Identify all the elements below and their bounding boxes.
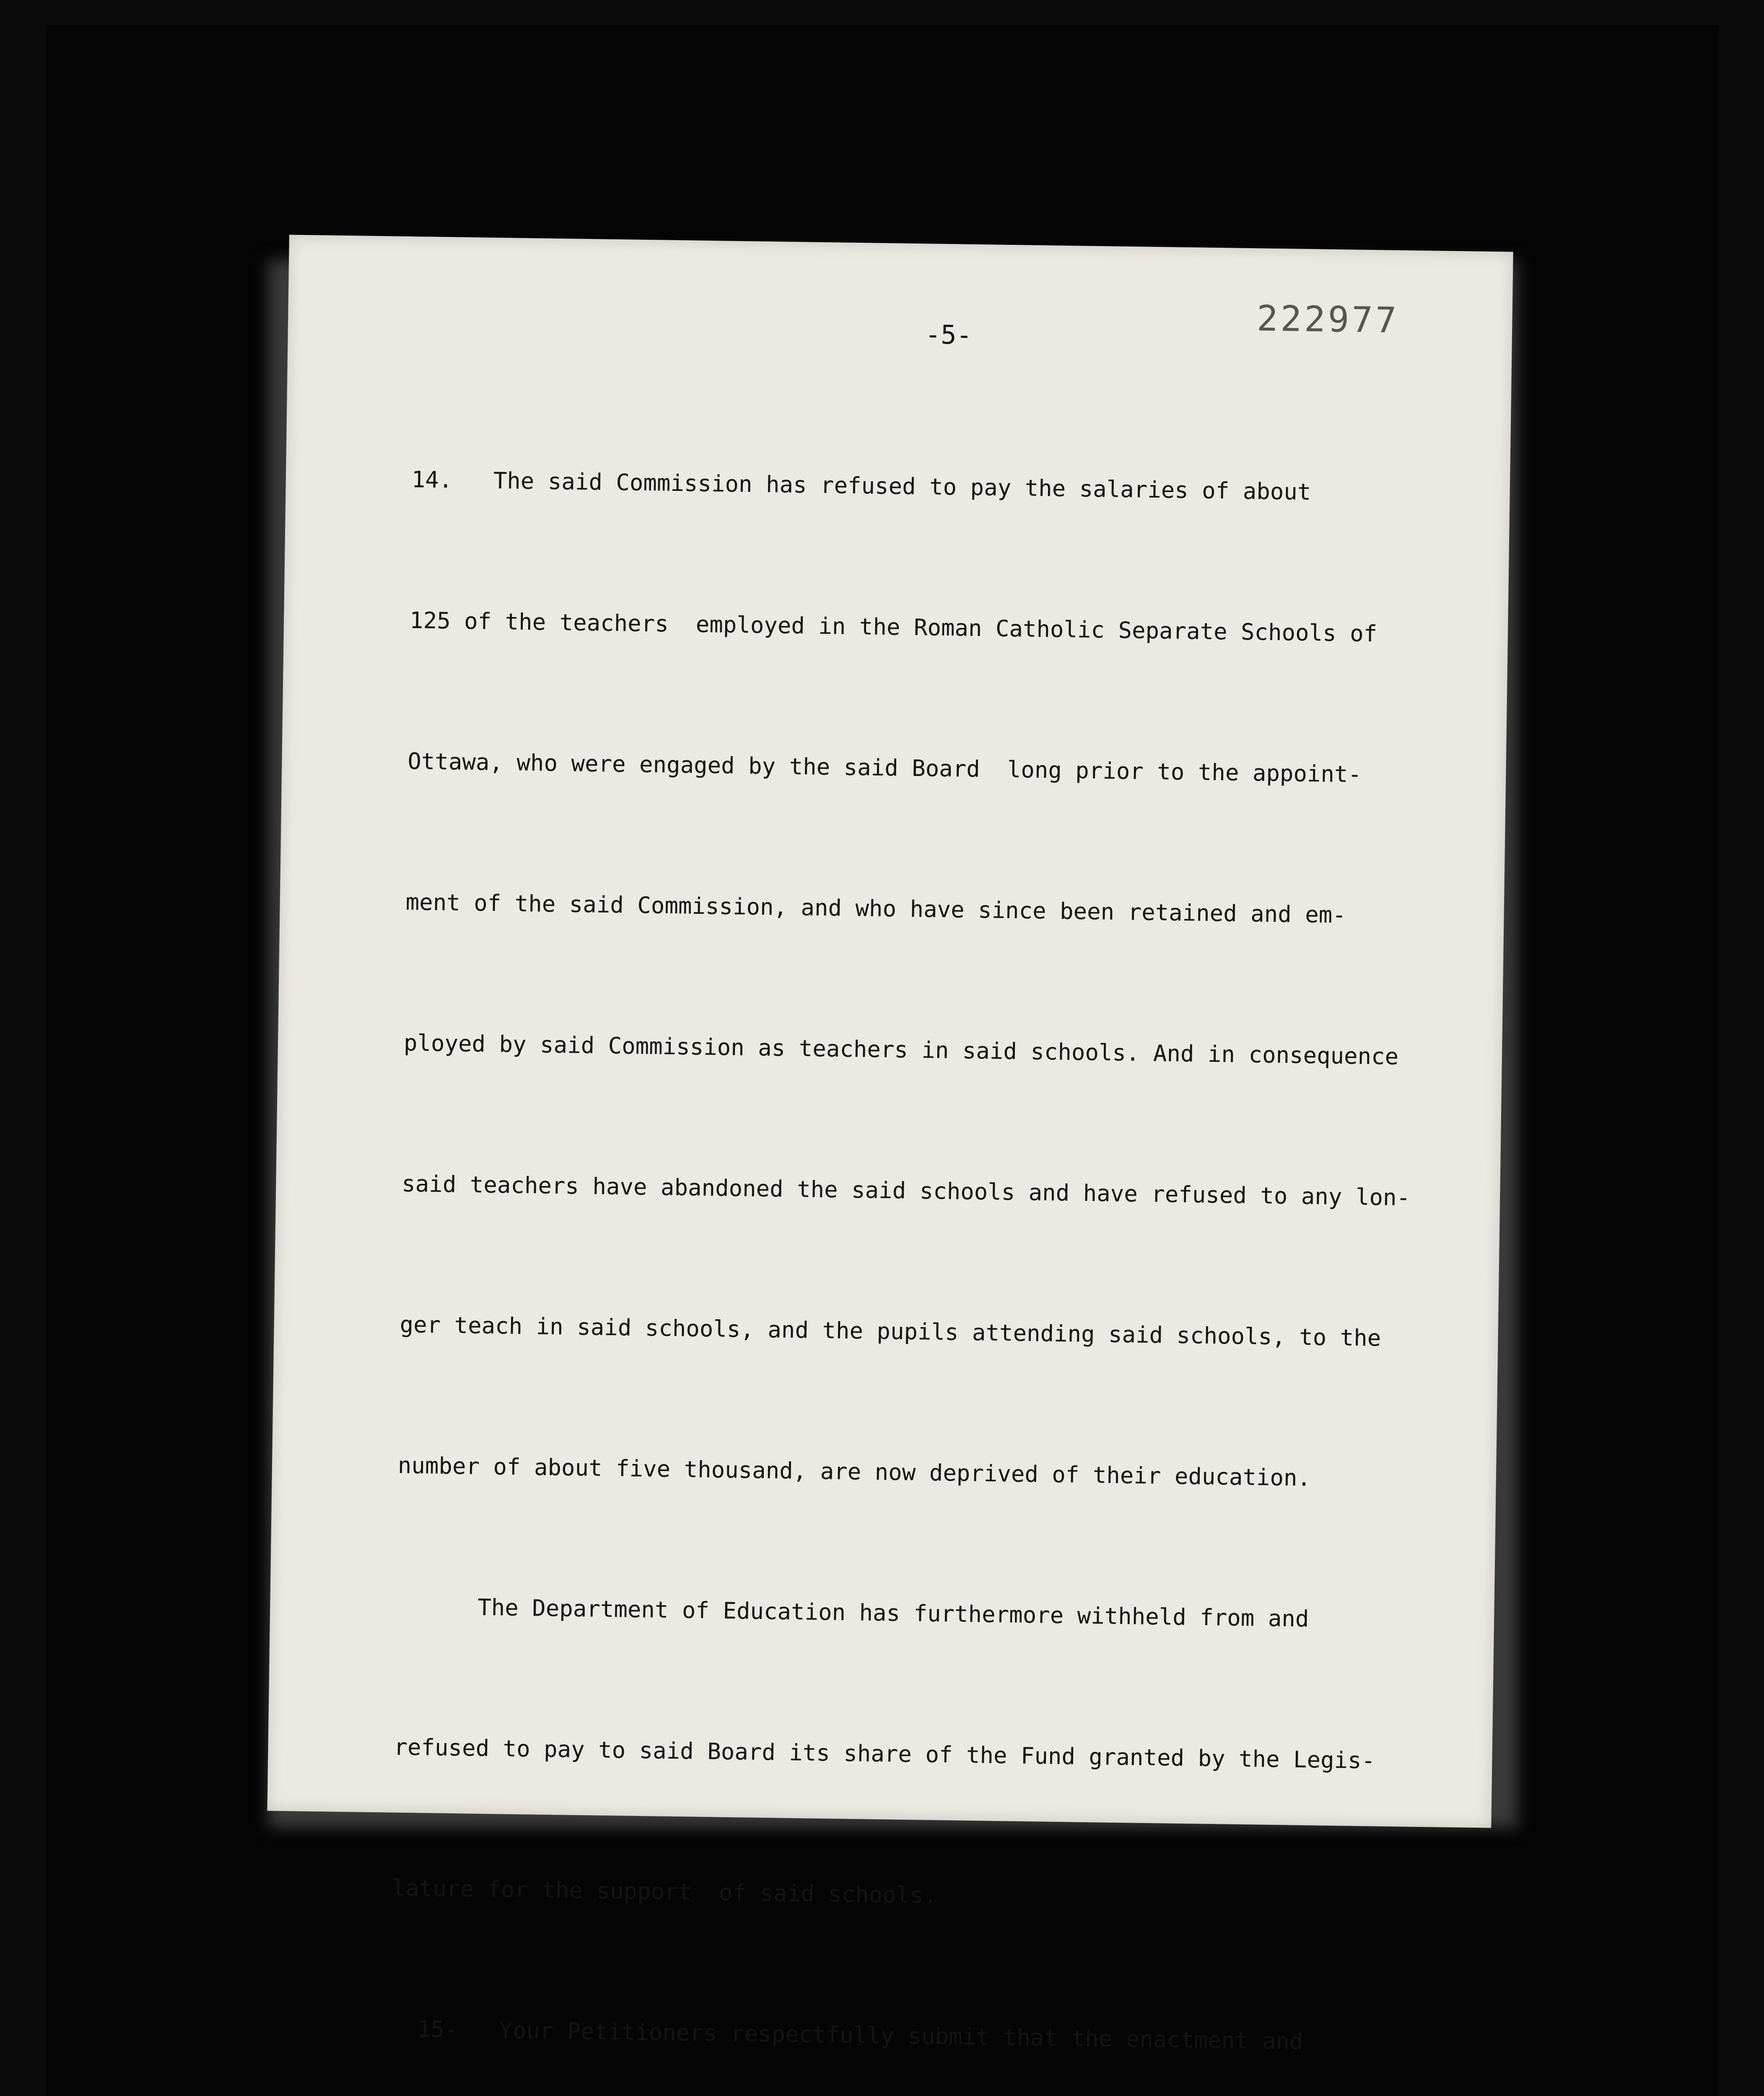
text-line: 125 of the teachers employed in the Roman Catholic Separate Schools of [409,607,1377,647]
document-body [343,362,1469,2096]
document-number: 222977 [1256,298,1400,341]
text-line: refused to pay to said Board its share of the Fund granted by the Legis- [394,1733,1375,1774]
text-line: ployed by said Commission as teachers in said schools. And in consequence [403,1030,1399,1070]
text-line: ment of the said Commission, and who have since been retained and em- [405,889,1346,929]
text-line: 15- Your Petitioners respectfully submit that the enactment and [389,2015,1303,2055]
page-number: -5- [925,319,973,350]
text-line: 14. The said Commission has refused to pay the salaries of about [411,466,1311,506]
text-line: lature for the support of said schools. [392,1874,937,1909]
text-line: number of about five thousand, are now deprived of their education. [397,1452,1311,1492]
text-line: The Department of Education has furthermore withheld from and [395,1593,1309,1632]
document-page [267,235,1513,2055]
text-line: ger teach in said schools, and the pupils attending said schools, to the [399,1311,1381,1352]
text-line: said teachers have abandoned the said schools and have refused to any lon- [401,1170,1411,1211]
text-line: Ottawa, who were engaged by the said Board long prior to the appoint- [407,748,1362,788]
